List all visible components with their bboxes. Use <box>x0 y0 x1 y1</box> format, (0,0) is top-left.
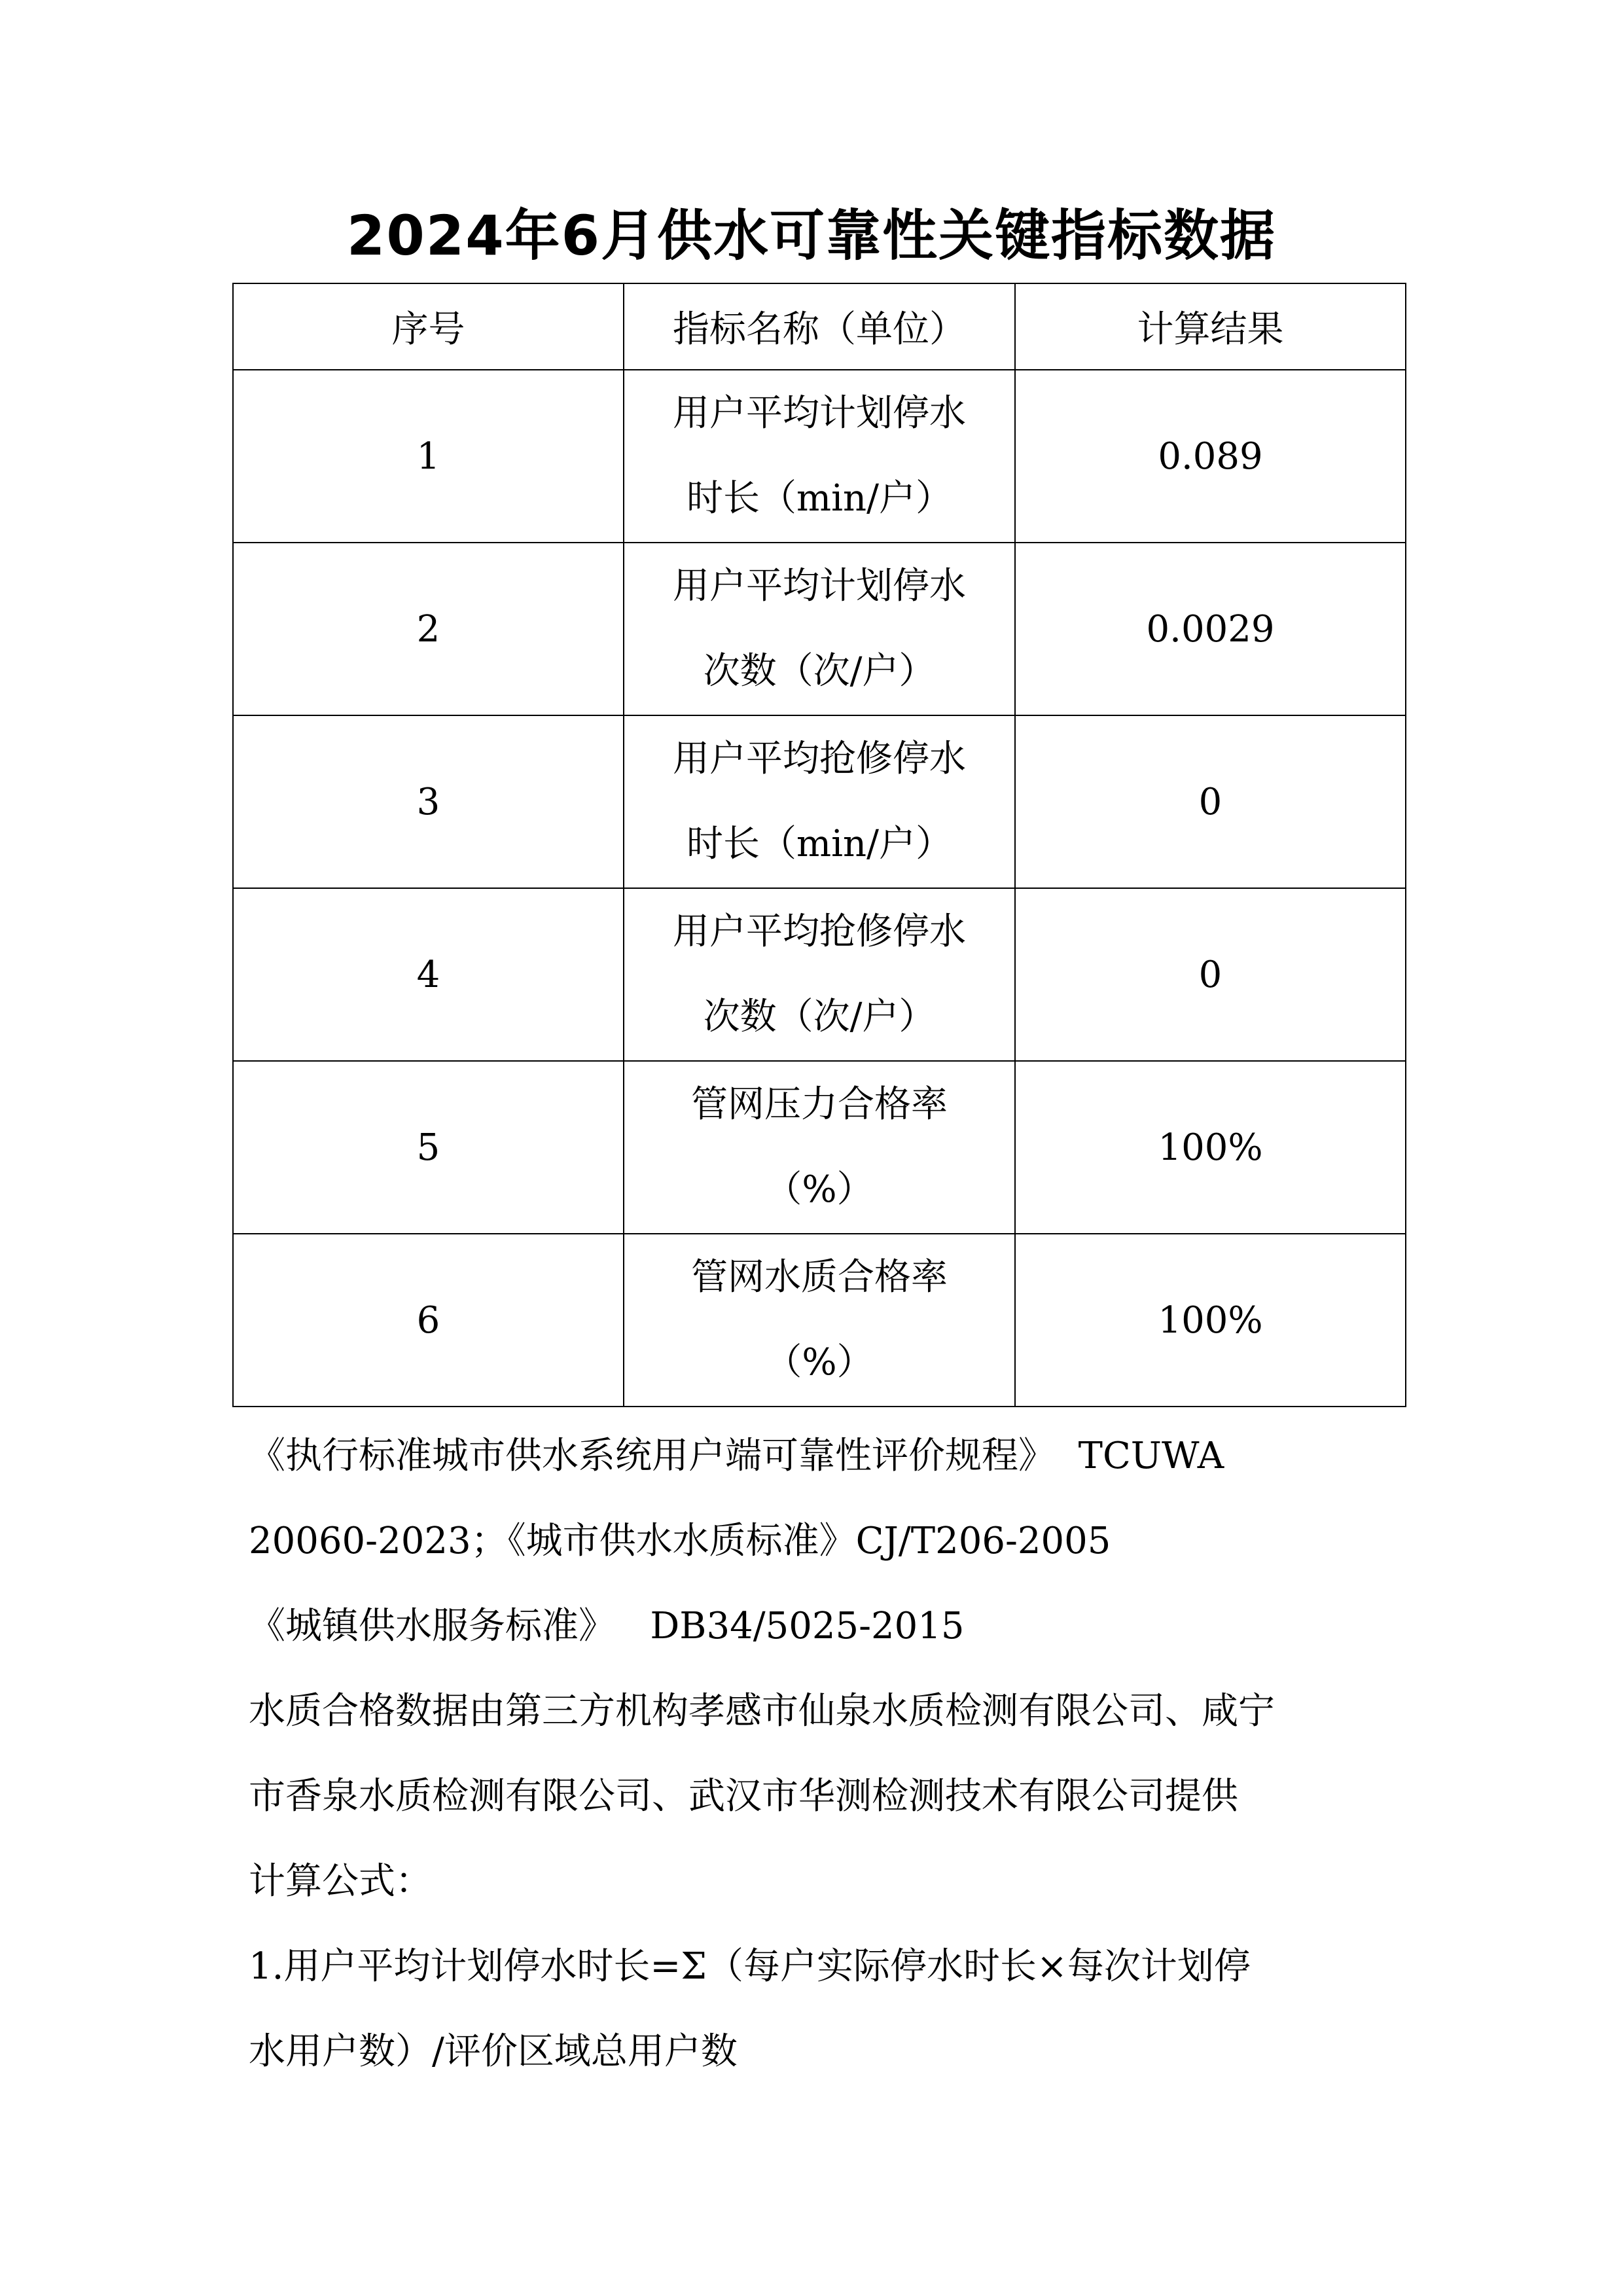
indicator-name <box>624 370 1015 543</box>
standard-reference-line: 20060-2023；《城市供水水质标准》CJ/T206-2005 <box>249 1520 1111 1562</box>
indicator-unit-line: 时长（min/户） <box>687 477 952 520</box>
table-row <box>233 1234 1406 1407</box>
indicator-unit-line: 次数（次/户） <box>703 650 936 692</box>
indicator-name <box>624 543 1015 715</box>
indicator-name <box>624 1061 1015 1234</box>
result-value: 0.089 <box>1015 370 1406 543</box>
formula-heading: 计算公式： <box>249 1860 432 1903</box>
table-row <box>233 543 1406 715</box>
table-header-row <box>233 283 1406 370</box>
row-index: 5 <box>233 1061 624 1234</box>
standard-reference-line: 《城镇供水服务标准》 DB34/5025-2015 <box>249 1605 965 1647</box>
data-provider-line: 市香泉水质检测有限公司、武汉市华测检测技术有限公司提供 <box>249 1775 1238 1818</box>
result-value: 0.0029 <box>1015 543 1406 715</box>
indicator-unit-line: 时长（min/户） <box>687 823 952 865</box>
indicator-name <box>624 888 1015 1061</box>
table-row <box>233 715 1406 888</box>
indicator-name-line: 用户平均抢修停水 <box>673 910 966 953</box>
row-index: 4 <box>233 888 624 1061</box>
indicator-name-line: 用户平均抢修停水 <box>673 738 966 780</box>
result-value: 100% <box>1015 1234 1406 1407</box>
indicator-unit-line: （%） <box>765 1341 874 1384</box>
row-index: 6 <box>233 1234 624 1407</box>
formula-line: 1.用户平均计划停水时长=Σ（每户实际停水时长×每次计划停 <box>249 1945 1251 1988</box>
indicator-name-line: 用户平均计划停水 <box>673 565 966 607</box>
table-row <box>233 1061 1406 1234</box>
row-index: 2 <box>233 543 624 715</box>
notes-section <box>249 1414 1400 2094</box>
result-value: 0 <box>1015 715 1406 888</box>
table-row <box>233 888 1406 1061</box>
indicator-unit-line: 次数（次/户） <box>703 996 936 1038</box>
data-provider-line: 水质合格数据由第三方机构孝感市仙泉水质检测有限公司、咸宁 <box>249 1690 1275 1732</box>
row-index: 1 <box>233 370 624 543</box>
kpi-table <box>232 283 1406 1407</box>
row-index: 3 <box>233 715 624 888</box>
indicator-unit-line: （%） <box>765 1168 874 1211</box>
indicator-name-line: 管网水质合格率 <box>691 1256 948 1299</box>
result-value: 100% <box>1015 1061 1406 1234</box>
indicator-name <box>624 1234 1015 1407</box>
standard-reference-line: 《执行标准城市供水系统用户端可靠性评价规程》 TCUWA <box>249 1435 1224 1477</box>
column-header-index: 序号 <box>233 283 624 370</box>
formula-line: 水用户数）/评价区域总用户数 <box>249 2030 738 2073</box>
result-value: 0 <box>1015 888 1406 1061</box>
indicator-name-line: 用户平均计划停水 <box>673 392 966 435</box>
indicator-name-line: 管网压力合格率 <box>691 1083 948 1126</box>
column-header-indicator: 指标名称（单位） <box>624 283 1015 370</box>
indicator-name <box>624 715 1015 888</box>
table-row <box>233 370 1406 543</box>
page-title: 2024年6月供水可靠性关键指标数据 <box>346 204 1277 268</box>
column-header-result: 计算结果 <box>1015 283 1406 370</box>
